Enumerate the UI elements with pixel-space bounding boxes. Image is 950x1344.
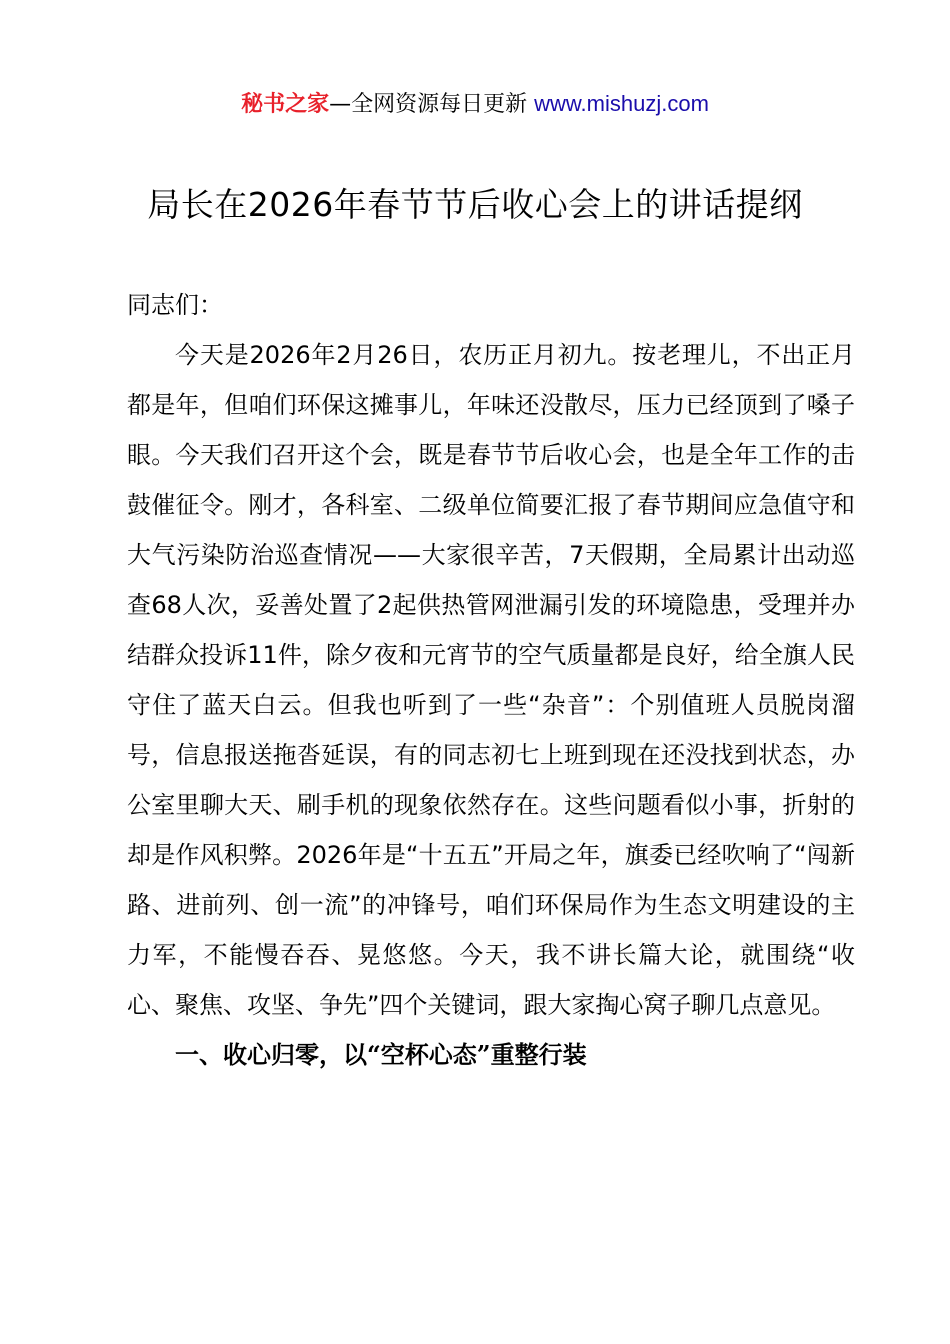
- site-header: [0, 86, 950, 123]
- body-paragraph: 今天是2026年2月26日，农历正月初九。按老理儿，不出正月都是年，但咱们环保这摊事儿，年味还没散尽，压力已经顶到了嗓子眼。今天我们召开这个会，既是春节节后收心会，也是全年工作的击鼓催征令。刚才，各科室、二级单位简要汇报了春节期间应急值守和大气污染防治巡查情况——大家很辛苦，7天假期，全局累计出动巡查68人次，妥善处置了2起供热管网泄漏引发的环境隐患，受理并办结群众投诉11件，除夕夜和元宵节的空气质量都是良好，给全旗人民守住了蓝天白云。但我也听到了一些“杂音”：个别值班人员脱岗溜号，信息报送拖沓延误，有的同志初七上班到现在还没找到状态，办公室里聊大天、刷手机的现象依然存在。这些问题看似小事，折射的却是作风积弊。2026年是“十五五”开局之年，旗委已经吹响了“闯新路、进前列、创一流”的冲锋号，咱们环保局作为生态文明建设的主力军，不能慢吞吞、晃悠悠。今天，我不讲长篇大论，就围绕“收心、聚焦、攻坚、争先”四个关键词，跟大家掏心窝子聊几点意见。: [127, 341, 855, 1019]
- section-heading: 一、收心归零，以“空杯心态”重整行装: [175, 1040, 587, 1069]
- document-body: [127, 280, 855, 1080]
- salutation: 同志们：: [127, 291, 223, 319]
- document-title: 局长在2026年春节节后收心会上的讲话提纲: [147, 185, 803, 224]
- brand-name: 秘书之家: [241, 92, 330, 117]
- site-url-link[interactable]: www.mishuzj.com: [534, 91, 709, 116]
- header-tagline: —全网资源每日更新: [329, 92, 535, 117]
